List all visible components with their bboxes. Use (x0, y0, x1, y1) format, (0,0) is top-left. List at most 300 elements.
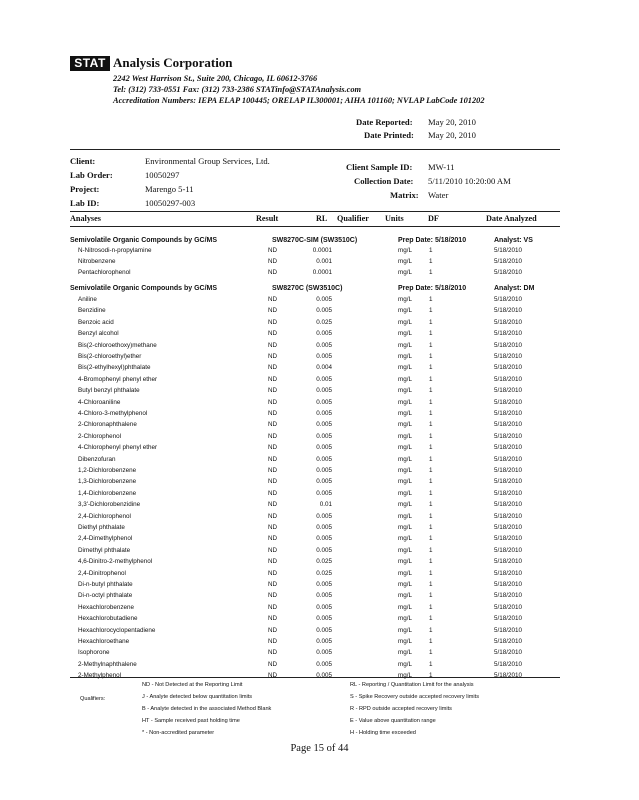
footnote-right: R - RPD outside accepted recovery limits (350, 706, 452, 712)
units-value: mg/L (398, 581, 412, 588)
date-reported-label: Date Reported: (356, 117, 413, 127)
date-analyzed: 5/18/2010 (494, 398, 523, 406)
reporting-limit: 0.005 (316, 581, 332, 588)
table-row (70, 638, 560, 649)
units-value: mg/L (398, 638, 412, 645)
reporting-limit: 0.005 (316, 592, 332, 600)
col-units: Units (385, 214, 404, 223)
table-row (70, 353, 560, 364)
analyte-name: Diethyl phthalate (78, 524, 125, 531)
analyte-name: Bis(2-ethylhexyl)phthalate (78, 364, 151, 372)
dilution-factor: 1 (429, 269, 433, 277)
result-value: ND (268, 410, 278, 417)
table-row (70, 410, 560, 421)
units-value: mg/L (398, 341, 412, 349)
page-number: Page 15 of 44 (290, 743, 349, 754)
date-analyzed: 5/18/2010 (494, 535, 523, 543)
units-value: mg/L (398, 398, 412, 406)
dilution-factor: 1 (429, 258, 433, 266)
matrix-value: Water (428, 190, 449, 200)
footnotes-rule (70, 677, 560, 678)
result-value: ND (268, 581, 278, 588)
analyte-name: 2-Chloronaphthalene (78, 421, 137, 429)
analyte-name: Bis(2-chloroethyl)ether (78, 353, 142, 360)
result-value: ND (268, 375, 278, 383)
col-result: Result (256, 214, 279, 223)
units-value: mg/L (398, 247, 412, 254)
footnote-left: ND - Not Detected at the Reporting Limit (142, 682, 243, 688)
analyte-name: 2-Methylnaphthalene (78, 660, 137, 668)
units-value: mg/L (398, 478, 412, 486)
units-value: mg/L (398, 269, 412, 277)
units-value: mg/L (398, 535, 412, 543)
analyte-name: Aniline (78, 296, 97, 303)
analyte-name: 2-Chlorophenol (78, 432, 122, 440)
table-row (70, 524, 560, 535)
units-value: mg/L (398, 501, 412, 509)
table-row (70, 627, 560, 638)
units-value: mg/L (398, 672, 412, 680)
units-value: mg/L (398, 615, 412, 623)
dilution-factor: 1 (429, 387, 433, 395)
footnote-right: RL - Reporting / Quantitation Limit for the analysis (350, 682, 474, 688)
result-value: ND (268, 455, 278, 463)
company-name: Analysis Corporation (113, 55, 233, 70)
section-analyst: Analyst: VS (494, 237, 533, 244)
analyte-name: Hexachloroethane (78, 638, 130, 645)
result-value: ND (268, 615, 278, 623)
dilution-factor: 1 (429, 569, 433, 577)
footnote-left: * - Non-accredited parameter (142, 730, 215, 736)
table-row (70, 342, 560, 353)
project-label: Project: (70, 184, 100, 194)
reporting-limit: 0.005 (316, 638, 332, 645)
section-method: SW8270C (SW3510C) (272, 285, 343, 292)
dilution-factor: 1 (429, 478, 433, 486)
table-row (70, 456, 560, 467)
footnote-right: E - Value above quantitation range (350, 718, 436, 724)
result-value: ND (268, 258, 278, 266)
result-value: ND (268, 660, 278, 668)
footnote-left: J - Analyte detected below quantitation limits (142, 694, 253, 700)
units-value: mg/L (398, 626, 412, 634)
reporting-limit: 0.005 (316, 672, 332, 680)
analyte-name: Isophorone (78, 649, 110, 657)
units-value: mg/L (398, 489, 412, 497)
table-row (70, 269, 560, 280)
reporting-limit: 0.005 (316, 546, 332, 554)
reporting-limit: 0.005 (316, 615, 332, 623)
columns-bottom-rule (70, 226, 560, 227)
table-row (70, 490, 560, 501)
result-value: ND (268, 467, 278, 474)
date-analyzed: 5/18/2010 (494, 558, 523, 566)
dilution-factor: 1 (429, 296, 433, 303)
analyte-name: 1,2-Dichlorobenzene (78, 467, 137, 474)
date-analyzed: 5/18/2010 (494, 258, 523, 266)
date-analyzed: 5/18/2010 (494, 626, 523, 634)
date-analyzed: 5/18/2010 (494, 296, 523, 303)
reporting-limit: 0.005 (316, 478, 332, 486)
dilution-factor: 1 (429, 638, 433, 645)
result-value: ND (268, 318, 278, 326)
dilution-factor: 1 (429, 581, 433, 588)
result-value: ND (268, 364, 278, 372)
analyte-name: Benzidine (78, 307, 106, 315)
result-value: ND (268, 512, 278, 520)
reporting-limit: 0.005 (316, 307, 332, 315)
date-analyzed: 5/18/2010 (494, 512, 523, 520)
analyte-name: N-Nitrosodi-n-propylamine (78, 247, 152, 254)
analyte-name: 4-Bromophenyl phenyl ether (78, 375, 158, 383)
reporting-limit: 0.0001 (312, 269, 332, 277)
date-analyzed: 5/18/2010 (494, 672, 523, 680)
table-row (70, 319, 560, 330)
date-analyzed: 5/18/2010 (494, 364, 523, 372)
units-value: mg/L (398, 364, 412, 372)
units-value: mg/L (398, 432, 412, 440)
units-value: mg/L (398, 387, 412, 395)
table-row (70, 444, 560, 455)
dilution-factor: 1 (429, 512, 433, 520)
units-value: mg/L (398, 307, 412, 315)
dilution-factor: 1 (429, 330, 433, 338)
matrix-label: Matrix: (390, 190, 419, 200)
reporting-limit: 0.005 (316, 489, 332, 497)
dilution-factor: 1 (429, 501, 433, 509)
date-analyzed: 5/18/2010 (494, 444, 523, 452)
analyte-name: 2-Methylphenol (78, 672, 122, 680)
date-analyzed: 5/18/2010 (494, 638, 523, 645)
dilution-factor: 1 (429, 489, 433, 497)
table-row (70, 570, 560, 581)
header-divider (70, 149, 560, 150)
reporting-limit: 0.005 (316, 455, 332, 463)
dilution-factor: 1 (429, 603, 433, 611)
units-value: mg/L (398, 444, 412, 452)
result-value: ND (268, 307, 278, 315)
units-value: mg/L (398, 592, 412, 600)
reporting-limit: 0.005 (316, 341, 332, 349)
date-analyzed: 5/18/2010 (494, 432, 523, 440)
result-value: ND (268, 353, 278, 360)
result-value: ND (268, 432, 278, 440)
date-analyzed: 5/18/2010 (494, 581, 523, 588)
analyte-name: Hexachlorobutadiene (78, 615, 138, 623)
dilution-factor: 1 (429, 341, 433, 349)
table-row (70, 478, 560, 489)
table-row (70, 258, 560, 269)
table-row (70, 307, 560, 318)
reporting-limit: 0.004 (316, 364, 332, 372)
table-row (70, 376, 560, 387)
analyte-name: Di-n-butyl phthalate (78, 581, 133, 588)
units-value: mg/L (398, 421, 412, 429)
analyte-name: 3,3'-Dichlorobenzidine (78, 501, 141, 509)
dilution-factor: 1 (429, 247, 433, 254)
analyte-name: Di-n-octyl phthalate (78, 592, 133, 600)
result-value: ND (268, 524, 278, 531)
reporting-limit: 0.005 (316, 535, 332, 543)
date-analyzed: 5/18/2010 (494, 615, 523, 623)
dilution-factor: 1 (429, 353, 433, 360)
units-value: mg/L (398, 330, 412, 338)
date-analyzed: 5/18/2010 (494, 341, 523, 349)
lab-id-label: Lab ID: (70, 198, 100, 208)
result-value: ND (268, 558, 278, 566)
dilution-factor: 1 (429, 375, 433, 383)
reporting-limit: 0.005 (316, 512, 332, 520)
analyte-name: Nitrobenzene (78, 258, 116, 266)
result-value: ND (268, 296, 278, 303)
client-sample-id-value: MW-11 (428, 162, 455, 172)
reporting-limit: 0.005 (316, 444, 332, 452)
date-analyzed: 5/18/2010 (494, 569, 523, 577)
date-analyzed: 5/18/2010 (494, 421, 523, 429)
reporting-limit: 0.005 (316, 421, 332, 429)
dilution-factor: 1 (429, 660, 433, 668)
result-value: ND (268, 387, 278, 395)
dilution-factor: 1 (429, 307, 433, 315)
analyte-name: Butyl benzyl phthalate (78, 387, 140, 395)
date-analyzed: 5/18/2010 (494, 247, 523, 254)
dilution-factor: 1 (429, 421, 433, 429)
reporting-limit: 0.025 (316, 569, 332, 577)
date-analyzed: 5/18/2010 (494, 410, 523, 417)
date-analyzed: 5/18/2010 (494, 455, 523, 463)
date-analyzed: 5/18/2010 (494, 467, 523, 474)
reporting-limit: 0.005 (316, 467, 332, 474)
units-value: mg/L (398, 318, 412, 326)
date-analyzed: 5/18/2010 (494, 546, 523, 554)
units-value: mg/L (398, 546, 412, 554)
company-logo: STAT (70, 56, 110, 71)
dilution-factor: 1 (429, 364, 433, 372)
dilution-factor: 1 (429, 649, 433, 657)
reporting-limit: 0.005 (316, 660, 332, 668)
reporting-limit: 0.005 (316, 387, 332, 395)
reporting-limit: 0.025 (316, 558, 332, 566)
col-df: DF (428, 214, 439, 223)
table-row (70, 387, 560, 398)
reporting-limit: 0.005 (316, 398, 332, 406)
result-value: ND (268, 638, 278, 645)
accreditation-numbers: Accreditation Numbers: IEPA ELAP 100445; ORELAP IL300001; AIHA 101160; NVLAP LabCode 101202 (113, 96, 485, 105)
analyte-name: Hexachlorocyclopentadiene (78, 626, 156, 634)
analyte-name: 1,3-Dichlorobenzene (78, 478, 137, 486)
project-value: Marengo 5-11 (145, 184, 194, 194)
footnote-left: HT - Sample received past holding time (142, 718, 240, 724)
analyte-name: 1,4-Dichlorobenzene (78, 489, 137, 497)
date-analyzed: 5/18/2010 (494, 649, 523, 657)
result-value: ND (268, 444, 278, 452)
table-row (70, 513, 560, 524)
dilution-factor: 1 (429, 410, 433, 417)
units-value: mg/L (398, 660, 412, 668)
analyte-name: 2,4-Dinitrophenol (78, 569, 126, 577)
col-date-analyzed: Date Analyzed (486, 214, 537, 223)
units-value: mg/L (398, 467, 412, 474)
footnote-right: H - Holding time exceeded (350, 730, 416, 736)
units-value: mg/L (398, 558, 412, 566)
reporting-limit: 0.001 (316, 258, 332, 266)
dilution-factor: 1 (429, 626, 433, 634)
reporting-limit: 0.025 (316, 318, 332, 326)
result-value: ND (268, 535, 278, 543)
dilution-factor: 1 (429, 455, 433, 463)
company-contact: Tel: (312) 733-0551 Fax: (312) 733-2386 STATinfo@STATAnalysis.com (113, 85, 362, 94)
date-reported-value: May 20, 2010 (428, 117, 476, 127)
analyte-name: Hexachlorobenzene (78, 603, 135, 611)
dilution-factor: 1 (429, 398, 433, 406)
analyte-name: 2,4-Dichlorophenol (78, 512, 131, 520)
reporting-limit: 0.0001 (312, 247, 332, 254)
dilution-factor: 1 (429, 672, 433, 680)
dilution-factor: 1 (429, 432, 433, 440)
reporting-limit: 0.01 (319, 501, 332, 509)
collection-date-label: Collection Date: (354, 176, 414, 186)
result-value: ND (268, 421, 278, 429)
date-analyzed: 5/18/2010 (494, 660, 523, 668)
reporting-limit: 0.005 (316, 353, 332, 360)
result-value: ND (268, 546, 278, 554)
qualifiers-label: Qualifiers: (80, 696, 106, 702)
reporting-limit: 0.005 (316, 649, 332, 657)
date-printed-value: May 20, 2010 (428, 130, 476, 140)
result-value: ND (268, 603, 278, 611)
section-prep-date: Prep Date: 5/18/2010 (398, 285, 467, 292)
result-value: ND (268, 478, 278, 486)
table-row (70, 535, 560, 546)
date-analyzed: 5/18/2010 (494, 478, 523, 486)
result-value: ND (268, 489, 278, 497)
analyte-name: 2,4-Dimethylphenol (78, 535, 133, 543)
result-value: ND (268, 501, 278, 509)
section-title: Semivolatile Organic Compounds by GC/MS (70, 237, 218, 244)
table-row (70, 421, 560, 432)
date-analyzed: 5/18/2010 (494, 489, 523, 497)
analyte-name: Dimethyl phthalate (78, 546, 131, 554)
section-title: Semivolatile Organic Compounds by GC/MS (70, 285, 218, 292)
date-analyzed: 5/18/2010 (494, 318, 523, 326)
dilution-factor: 1 (429, 535, 433, 543)
reporting-limit: 0.005 (316, 603, 332, 611)
lab-order-value: 10050297 (145, 170, 180, 180)
col-rl: RL (316, 214, 328, 223)
analyte-name: 4-Chloroaniline (78, 398, 121, 406)
units-value: mg/L (398, 603, 412, 611)
date-analyzed: 5/18/2010 (494, 603, 523, 611)
reporting-limit: 0.005 (316, 330, 332, 338)
table-row (70, 649, 560, 660)
analyte-name: Dibenzofuran (78, 455, 116, 463)
col-qualifier: Qualifier (337, 214, 369, 223)
table-row (70, 547, 560, 558)
dilution-factor: 1 (429, 467, 433, 474)
analyte-name: 4-Chloro-3-methylphenol (78, 410, 148, 417)
date-analyzed: 5/18/2010 (494, 269, 523, 277)
table-row (70, 615, 560, 626)
footnote-left: B - Analyte detected in the associated Method Blank (142, 706, 272, 712)
reporting-limit: 0.005 (316, 296, 332, 303)
lab-order-label: Lab Order: (70, 170, 113, 180)
date-analyzed: 5/18/2010 (494, 375, 523, 383)
collection-date-value: 5/11/2010 10:20:00 AM (428, 176, 511, 186)
date-analyzed: 5/18/2010 (494, 353, 523, 360)
result-value: ND (268, 649, 278, 657)
dilution-factor: 1 (429, 318, 433, 326)
table-row (70, 433, 560, 444)
result-value: ND (268, 626, 278, 634)
reporting-limit: 0.005 (316, 432, 332, 440)
result-value: ND (268, 247, 278, 254)
table-row (70, 330, 560, 341)
analyte-name: Bis(2-chloroethoxy)methane (78, 341, 157, 349)
dilution-factor: 1 (429, 524, 433, 531)
analyte-name: Benzyl alcohol (78, 330, 119, 338)
table-row (70, 558, 560, 569)
client-value: Environmental Group Services, Ltd. (145, 156, 270, 166)
result-value: ND (268, 269, 278, 277)
reporting-limit: 0.005 (316, 626, 332, 634)
reporting-limit: 0.005 (316, 524, 332, 531)
analyte-name: 4-Chlorophenyl phenyl ether (78, 444, 158, 452)
date-analyzed: 5/18/2010 (494, 524, 523, 531)
units-value: mg/L (398, 649, 412, 657)
dilution-factor: 1 (429, 444, 433, 452)
reporting-limit: 0.005 (316, 375, 332, 383)
units-value: mg/L (398, 375, 412, 383)
analyte-name: Pentachlorophenol (78, 269, 131, 277)
analyte-name: Benzoic acid (78, 318, 114, 326)
company-address: 2242 West Harrison St., Suite 200, Chicago, IL 60612-3766 (113, 74, 318, 83)
table-row (70, 296, 560, 307)
dilution-factor: 1 (429, 615, 433, 623)
client-sample-id-label: Client Sample ID: (346, 162, 413, 172)
reporting-limit: 0.005 (316, 410, 332, 417)
table-row (70, 247, 560, 258)
section-prep-date: Prep Date: 5/18/2010 (398, 237, 467, 244)
dilution-factor: 1 (429, 558, 433, 566)
client-label: Client: (70, 156, 96, 166)
dilution-factor: 1 (429, 592, 433, 600)
date-printed-label: Date Printed: (364, 130, 414, 140)
section-analyst: Analyst: DM (494, 285, 535, 292)
units-value: mg/L (398, 455, 412, 463)
result-value: ND (268, 330, 278, 338)
table-row (70, 592, 560, 603)
result-value: ND (268, 672, 278, 680)
date-analyzed: 5/18/2010 (494, 330, 523, 338)
result-value: ND (268, 341, 278, 349)
units-value: mg/L (398, 353, 412, 360)
units-value: mg/L (398, 524, 412, 531)
footnote-right: S - Spike Recovery outside accepted recovery limits (350, 694, 480, 700)
table-row (70, 467, 560, 478)
units-value: mg/L (398, 569, 412, 577)
analyte-name: 4,6-Dinitro-2-methylphenol (78, 558, 153, 566)
units-value: mg/L (398, 296, 412, 303)
table-row (70, 364, 560, 375)
table-row (70, 581, 560, 592)
table-row (70, 604, 560, 615)
result-value: ND (268, 592, 278, 600)
date-analyzed: 5/18/2010 (494, 387, 523, 395)
lab-id-value: 10050297-003 (145, 198, 196, 208)
date-analyzed: 5/18/2010 (494, 307, 523, 315)
col-analyses: Analyses (70, 214, 101, 223)
columns-top-rule (70, 211, 560, 212)
